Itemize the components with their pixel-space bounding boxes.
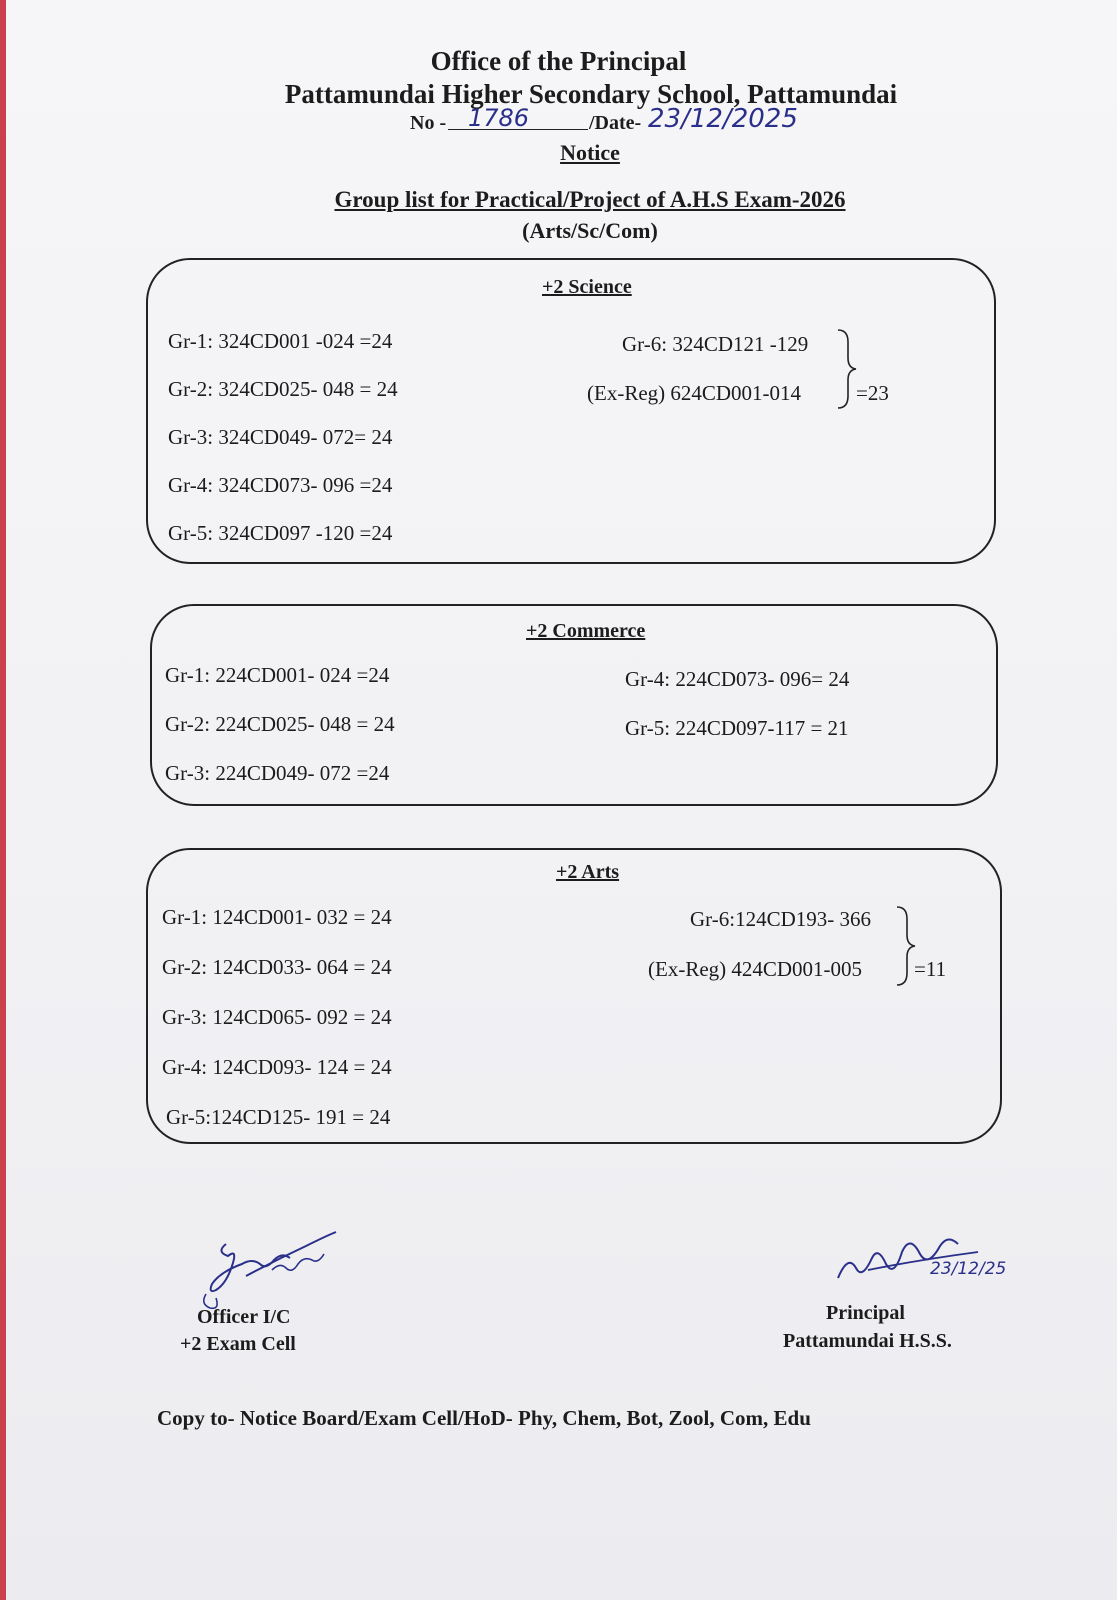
arts-group-row: Gr-3: 124CD065- 092 = 24 [162,1005,392,1029]
science-group-row: Gr-4: 324CD073- 096 =24 [168,473,393,497]
notice-heading: Group list for Practical/Project of A.H.S Exam-2026 [334,187,846,212]
science-box [146,258,996,564]
science-group-row: Gr-5: 324CD097 -120 =24 [168,521,393,545]
date-value: 23/12/2025 [648,104,798,134]
commerce-title: +2 Commerce [526,620,646,642]
exam-cell-label: +2 Exam Cell [180,1333,296,1355]
science-group-row: Gr-3: 324CD049- 072= 24 [168,425,393,449]
commerce-group-row: Gr-5: 224CD097-117 = 21 [625,716,849,740]
arts-group-row: Gr-4: 124CD093- 124 = 24 [162,1055,392,1079]
officer-signature [186,1224,356,1314]
science-group-row: Gr-6: 324CD121 -129 [622,332,809,356]
notice-number-value: 1786 [448,104,588,130]
arts-group-row: Gr-2: 124CD033- 064 = 24 [162,955,392,979]
arts-box [146,848,1002,1144]
science-total: =23 [856,381,889,405]
commerce-group-row: Gr-2: 224CD025- 048 = 24 [165,712,395,736]
arts-group-row: Gr-1: 124CD001- 032 = 24 [162,905,392,929]
school-short-name: Pattamundai H.S.S. [783,1330,952,1352]
copy-to-line: Copy to- Notice Board/Exam Cell/HoD- Phy, Chem, Bot, Zool, Com, Edu [157,1406,811,1430]
school-name: Pattamundai Higher Secondary School, Pattamundai [284,79,898,109]
science-title: +2 Science [542,276,632,298]
commerce-group-row: Gr-3: 224CD049- 072 =24 [165,761,390,785]
commerce-group-row: Gr-1: 224CD001- 024 =24 [165,663,390,687]
principal-title: Principal [826,1302,905,1324]
science-exreg-row: (Ex-Reg) 624CD001-014 [587,381,802,405]
officer-title: Officer I/C [197,1306,291,1328]
notice-label: Notice [560,140,620,165]
office-title: Office of the Principal [430,46,687,76]
principal-signature-date: 23/12/25 [930,1259,1007,1279]
commerce-group-row: Gr-4: 224CD073- 096= 24 [625,667,850,691]
date-label: /Date- [589,112,642,134]
science-group-row: Gr-1: 324CD001 -024 =24 [168,329,393,353]
notice-number-label: No - [410,112,447,134]
arts-total: =11 [914,957,947,981]
arts-title: +2 Arts [556,861,620,883]
streams-label: (Arts/Sc/Com) [522,218,658,243]
arts-group-row: Gr-6:124CD193- 366 [690,907,871,931]
science-group-row: Gr-2: 324CD025- 048 = 24 [168,377,398,401]
arts-exreg-row: (Ex-Reg) 424CD001-005 [648,957,863,981]
arts-group-row: Gr-5:124CD125- 191 = 24 [166,1105,391,1129]
